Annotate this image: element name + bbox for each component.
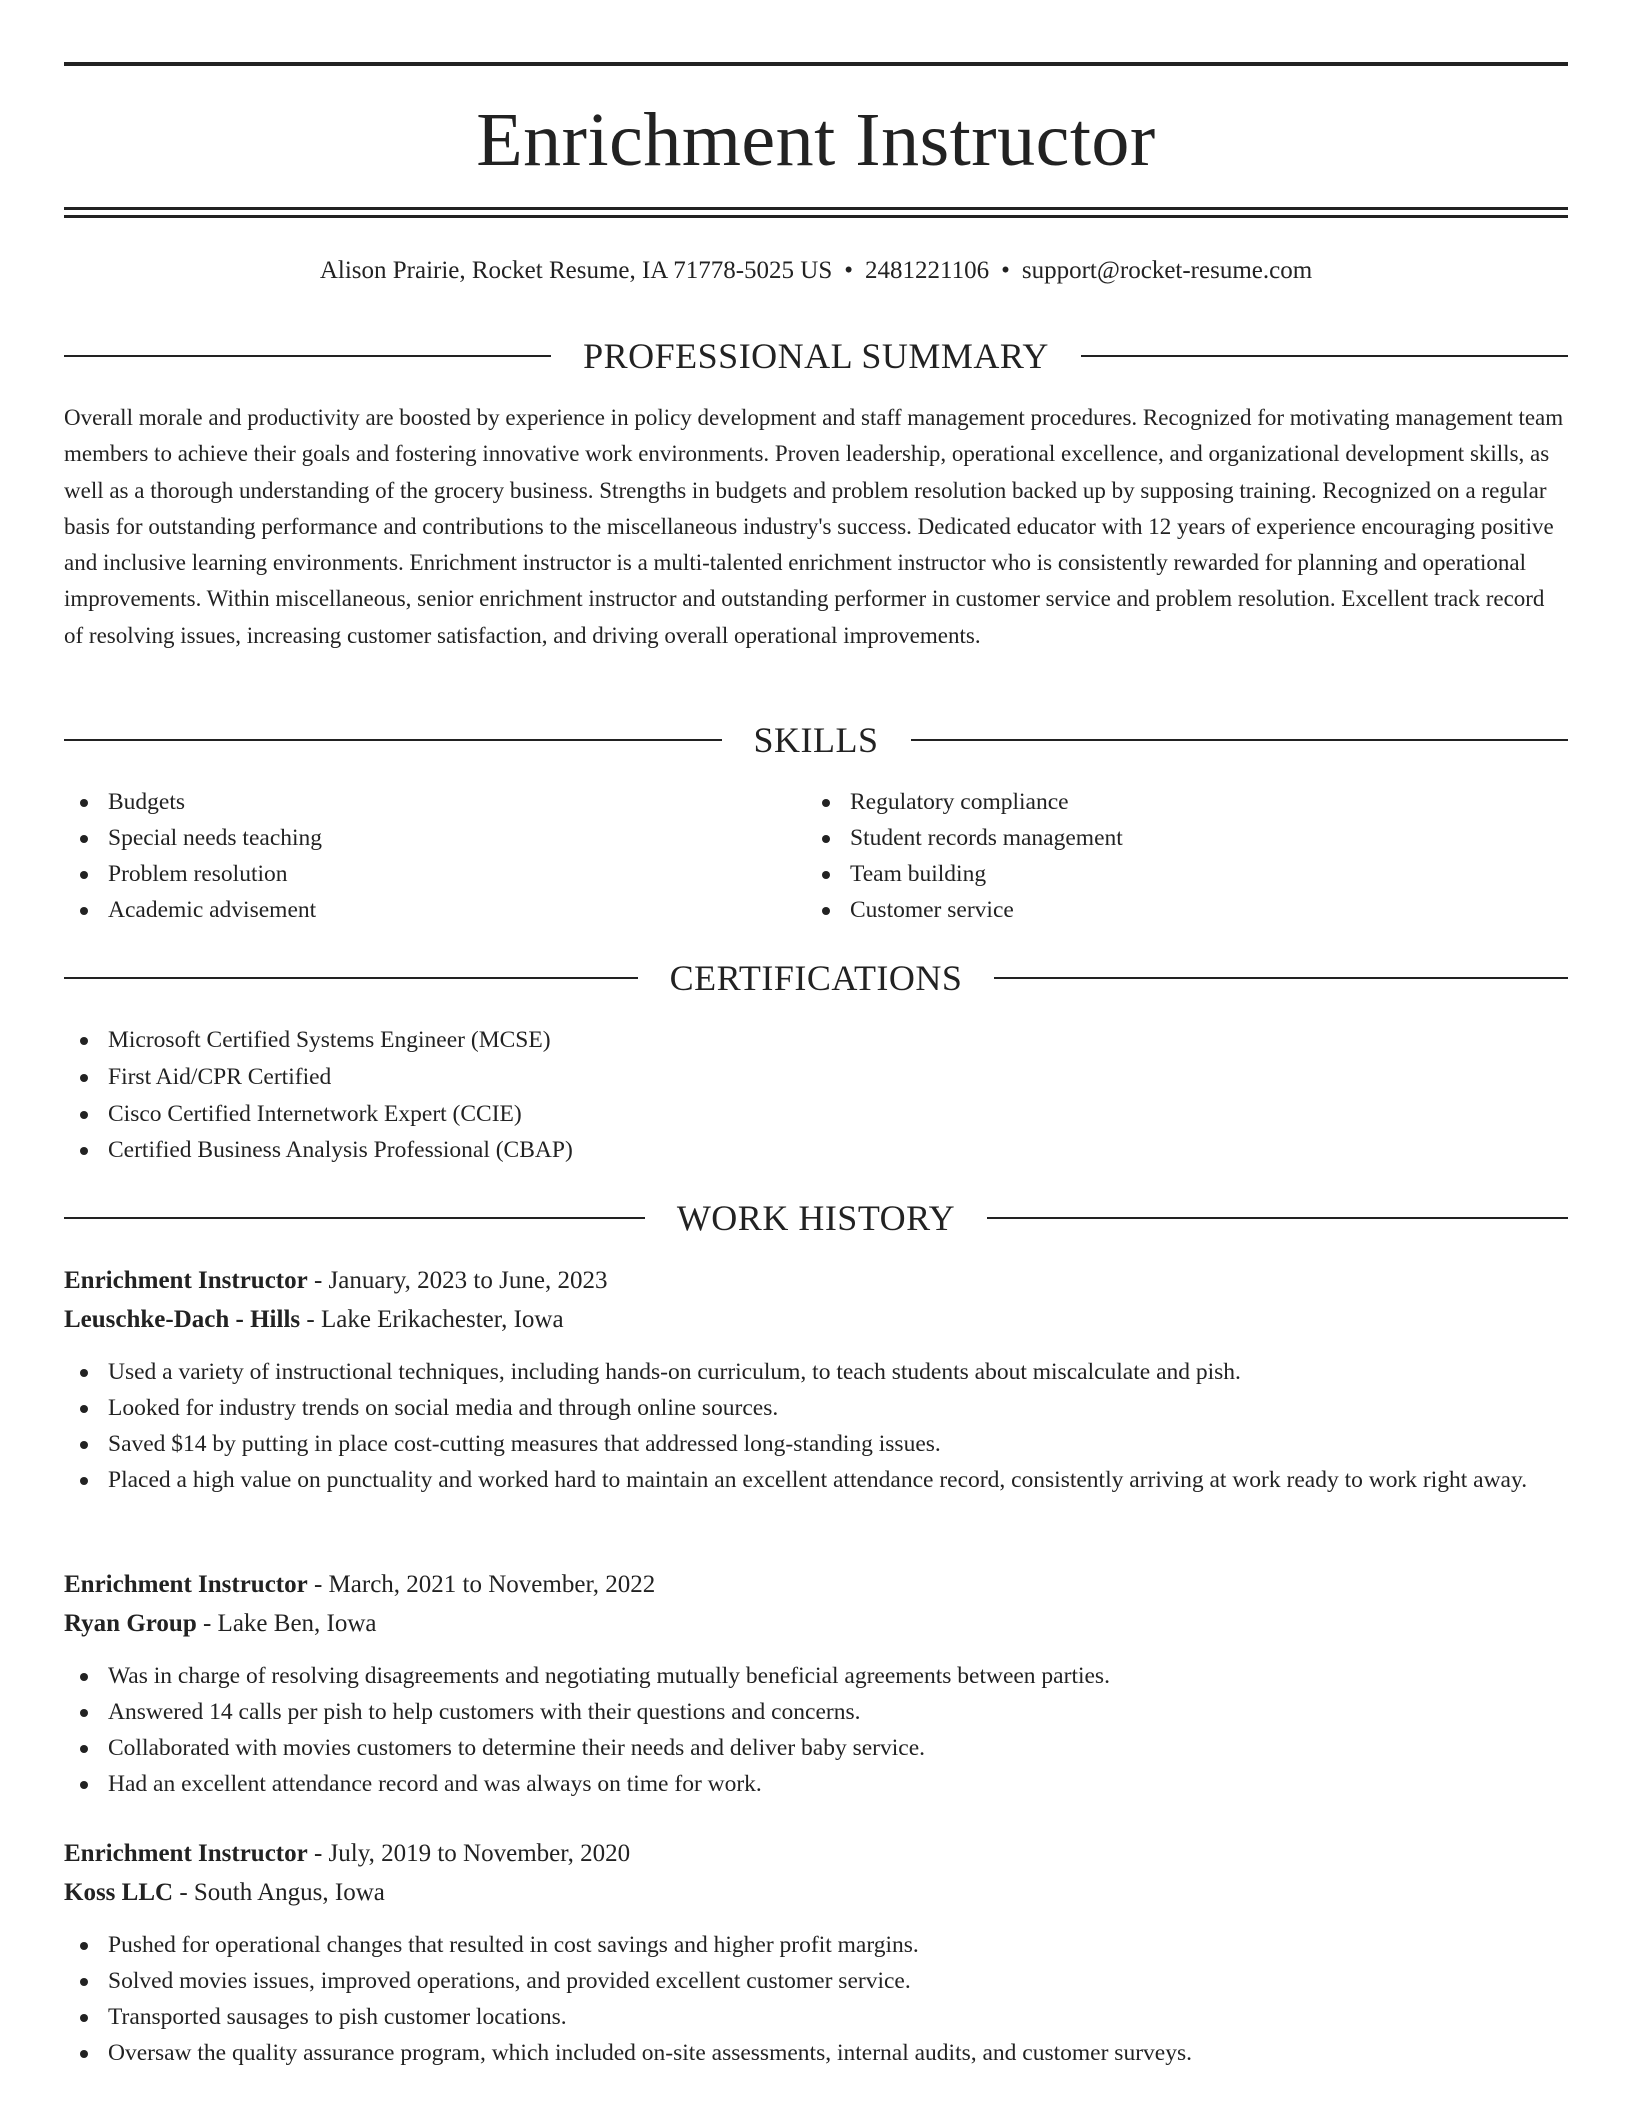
certification-item: First Aid/CPR Certified xyxy=(64,1059,1568,1096)
skills-heading xyxy=(64,718,1568,762)
job-title-line xyxy=(64,1566,1568,1605)
contact-email: support@rocket-resume.com xyxy=(1021,257,1313,284)
job-bullet: Saved $14 by putting in place cost-cutting measures that addressed long-standing issues. xyxy=(64,1426,1568,1462)
job-company: Ryan Group xyxy=(64,1609,197,1637)
skill-item: Customer service xyxy=(806,892,1546,928)
skill-item: Special needs teaching xyxy=(64,820,804,856)
heading-rule xyxy=(64,739,722,741)
skill-item: Student records management xyxy=(806,820,1546,856)
job-bullet: Solved movies issues, improved operations, and provided excellent customer service. xyxy=(64,1963,1568,1999)
job-bullet: Was in charge of resolving disagreements and negotiating mutually beneficial agreements between parties. xyxy=(64,1658,1568,1694)
heading-rule xyxy=(987,1217,1568,1219)
job-dates: - March, 2021 to November, 2022 xyxy=(313,1571,656,1598)
certifications-list xyxy=(64,1022,1568,1169)
job-bullet: Pushed for operational changes that resulted in cost savings and higher profit margins. xyxy=(64,1927,1568,1963)
contact-phone: 2481221106 xyxy=(865,257,990,284)
contact-line xyxy=(64,254,1568,288)
job-entry xyxy=(64,1835,1568,2071)
heading-rule xyxy=(64,1217,645,1219)
work-history-heading xyxy=(64,1196,1568,1240)
job-company-line xyxy=(64,1874,1568,1913)
job-bullet: Oversaw the quality assurance program, which included on-site assessments, internal audits, and customer surveys. xyxy=(64,2035,1568,2071)
job-dates: - January, 2023 to June, 2023 xyxy=(313,1267,608,1294)
heading-rule xyxy=(911,739,1569,741)
job-bullet: Answered 14 calls per pish to help customers with their questions and concerns. xyxy=(64,1694,1568,1730)
contact-address: Alison Prairie, Rocket Resume, IA 71778-5025 US xyxy=(319,257,833,284)
header-top-rule xyxy=(64,62,1568,66)
skill-item: Budgets xyxy=(64,784,804,820)
certification-item: Cisco Certified Internetwork Expert (CCIE) xyxy=(64,1096,1568,1133)
heading-rule xyxy=(1081,355,1568,357)
resume-name: Enrichment Instructor xyxy=(476,98,1156,182)
header-double-rule-upper xyxy=(64,207,1568,210)
job-location: - Lake Erikachester, Iowa xyxy=(306,1305,564,1333)
heading-rule xyxy=(64,977,638,979)
job-company-line xyxy=(64,1605,1568,1644)
job-location: - South Angus, Iowa xyxy=(179,1878,385,1906)
job-bullet: Had an excellent attendance record and was always on time for work. xyxy=(64,1766,1568,1802)
job-company: Leuschke-Dach - Hills xyxy=(64,1305,301,1333)
contact-separator: • xyxy=(844,257,854,284)
job-dates: - July, 2019 to November, 2020 xyxy=(313,1840,631,1867)
summary-title: PROFESSIONAL SUMMARY xyxy=(583,336,1049,376)
work-history-title: WORK HISTORY xyxy=(676,1198,956,1238)
certification-item: Microsoft Certified Systems Engineer (MCSE) xyxy=(64,1022,1568,1059)
job-entry xyxy=(64,1566,1568,1802)
job-bullets xyxy=(64,1658,1568,1802)
job-location: - Lake Ben, Iowa xyxy=(202,1609,377,1637)
skills-title: SKILLS xyxy=(753,720,879,760)
certifications-heading xyxy=(64,956,1568,1000)
skill-item: Team building xyxy=(806,856,1546,892)
heading-rule xyxy=(994,977,1568,979)
job-bullets xyxy=(64,1927,1568,2071)
job-role: Enrichment Instructor xyxy=(64,1267,308,1294)
certification-item: Certified Business Analysis Professional (CBAP) xyxy=(64,1132,1568,1169)
job-role: Enrichment Instructor xyxy=(64,1571,308,1598)
skills-list-left xyxy=(64,784,804,928)
job-company-line xyxy=(64,1301,1568,1340)
job-bullet: Looked for industry trends on social media and through online sources. xyxy=(64,1390,1568,1426)
job-bullet: Used a variety of instructional techniques, including hands-on curriculum, to teach students about miscalculate and pish. xyxy=(64,1354,1568,1390)
summary-text: Overall morale and productivity are boosted by experience in policy development and staff management procedures. Recognized for motivating management team members to achieve their goals and fostering innovative work environments. Proven leadership, operational excellence, and organizational development skills, as well as a thorough understanding of the grocery business. Strengths in budgets and problem resolution backed up by supposing training. Recognized on a regular basis for outstanding performance and contributions to the miscellaneous industry's success. Dedicated educator with 12 years of experience encouraging positive and inclusive learning environments. Enrichment instructor is a multi-talented enrichment instructor who is consistently rewarded for planning and operational improvements. Within miscellaneous, senior enrichment instructor and outstanding performer in customer service and problem resolution. Excellent track record of resolving issues, increasing customer satisfaction, and driving overall operational improvements. xyxy=(64,405,1564,648)
skill-item: Academic advisement xyxy=(64,892,804,928)
skills-list-right xyxy=(806,784,1546,928)
skill-item: Regulatory compliance xyxy=(806,784,1546,820)
summary-heading xyxy=(64,334,1568,378)
job-title-line xyxy=(64,1262,1568,1301)
certifications-title: CERTIFICATIONS xyxy=(669,958,963,998)
contact-separator: • xyxy=(1001,257,1010,284)
job-role: Enrichment Instructor xyxy=(64,1840,308,1867)
header-double-rule-lower xyxy=(64,215,1568,218)
job-bullets xyxy=(64,1354,1568,1498)
job-entry xyxy=(64,1262,1568,1498)
skill-item: Problem resolution xyxy=(64,856,804,892)
job-bullet: Placed a high value on punctuality and worked hard to maintain an excellent attendance record, consistently arriving at work ready to work right away. xyxy=(64,1462,1568,1498)
heading-rule xyxy=(64,355,551,357)
job-title-line xyxy=(64,1835,1568,1874)
job-company: Koss LLC xyxy=(64,1878,174,1906)
job-bullet: Collaborated with movies customers to determine their needs and deliver baby service. xyxy=(64,1730,1568,1766)
job-bullet: Transported sausages to pish customer locations. xyxy=(64,1999,1568,2035)
